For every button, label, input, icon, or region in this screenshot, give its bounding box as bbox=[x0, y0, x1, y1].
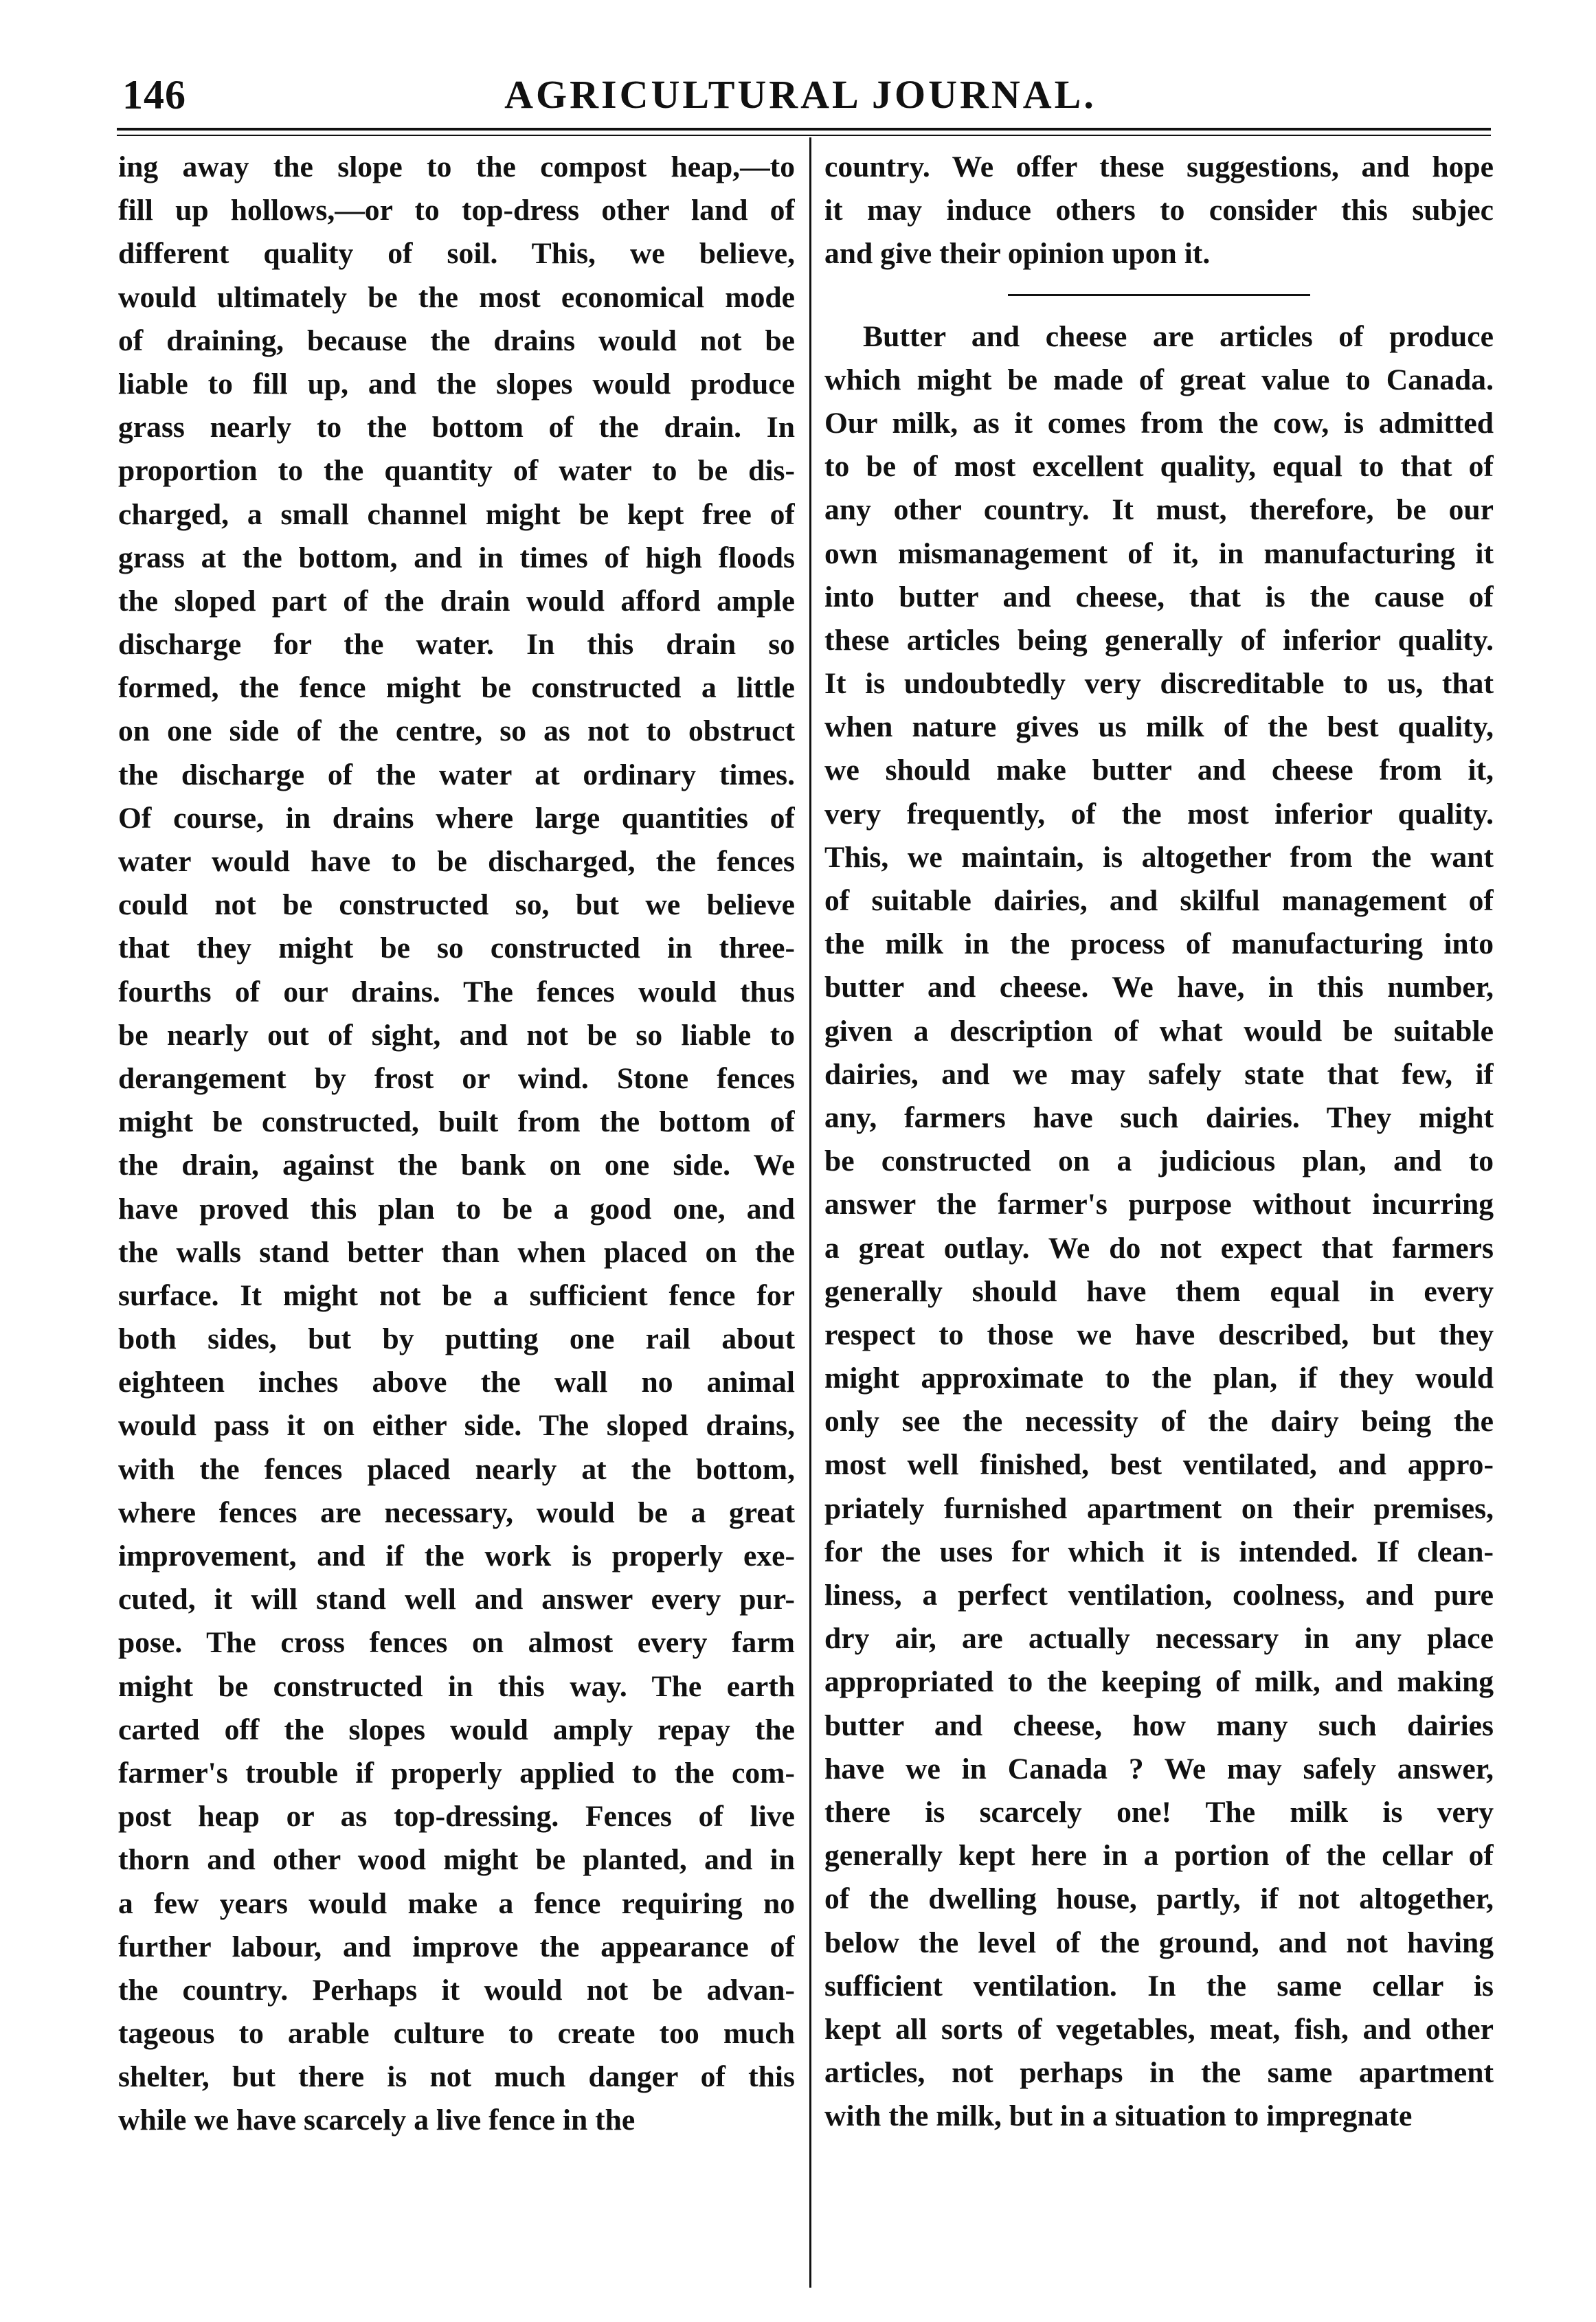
text-line: there is scarcely one! The milk is very bbox=[824, 1795, 1494, 1829]
text-line: liable to fill up, and the slopes would produce bbox=[118, 367, 795, 401]
text-line: given a description of what would be suitable bbox=[824, 1014, 1494, 1048]
right-column bbox=[824, 146, 1494, 2138]
text-line: further labour, and improve the appearance of bbox=[118, 1930, 795, 1963]
text-line: carted off the slopes would amply repay the bbox=[118, 1713, 795, 1746]
text-line: different quality of soil. This, we believe, bbox=[118, 237, 795, 271]
text-line: fourths of our drains. The fences would thus bbox=[118, 975, 795, 1008]
column-divider bbox=[809, 137, 811, 2288]
text-line: could not be constructed so, but we believe bbox=[118, 888, 795, 922]
text-line: the milk in the process of manufacturing into bbox=[824, 927, 1494, 961]
text-line: appropriated to the keeping of milk, and making bbox=[824, 1665, 1494, 1699]
text-line: generally kept here in a portion of the cellar of bbox=[824, 1839, 1494, 1873]
text-line: Butter and cheese are articles of produce bbox=[863, 319, 1494, 353]
text-line: with the milk, but in a situation to impregnate bbox=[824, 2099, 1413, 2133]
text-line: formed, the fence might be constructed a little bbox=[118, 671, 795, 705]
text-line: ing away the slope to the compost heap,—to bbox=[118, 150, 795, 183]
text-line: to be of most excellent quality, equal to that of bbox=[824, 450, 1494, 484]
text-line: the discharge of the water at ordinary times. bbox=[118, 758, 795, 791]
text-line: This, we maintain, is altogether from the want bbox=[824, 840, 1494, 874]
text-line: fill up hollows,—or to top-dress other land of bbox=[118, 194, 795, 227]
text-line: generally should have them equal in every bbox=[824, 1274, 1494, 1308]
text-line: when nature gives us milk of the best quality, bbox=[824, 710, 1494, 744]
text-line: butter and cheese. We have, in this number, bbox=[824, 971, 1494, 1004]
text-line: eighteen inches above the wall no animal bbox=[118, 1366, 795, 1399]
text-line: sufficient ventilation. In the same cellar is bbox=[824, 1969, 1494, 2003]
header-rule bbox=[117, 128, 1491, 131]
text-line: water would have to be discharged, the fences bbox=[118, 845, 795, 878]
text-line: with the fences placed nearly at the bottom, bbox=[118, 1452, 795, 1486]
text-line: butter and cheese, how many such dairies bbox=[824, 1709, 1494, 1742]
text-line: would ultimately be the most economical mode bbox=[118, 280, 795, 314]
text-line: It is undoubtedly very discreditable to us, that bbox=[824, 667, 1494, 701]
text-line: kept all sorts of vegetables, meat, fish, and other bbox=[824, 2012, 1494, 2046]
text-line: post heap or as top-dressing. Fences of live bbox=[118, 1800, 795, 1834]
text-line: have we in Canada ? We may safely answer, bbox=[824, 1752, 1494, 1785]
text-line: we should make butter and cheese from it, bbox=[824, 754, 1494, 787]
text-line: be nearly out of sight, and not be so liable to bbox=[118, 1018, 795, 1052]
text-line: farmer's trouble if properly applied to the com- bbox=[118, 1756, 795, 1790]
text-line: dry air, are actually necessary in any place bbox=[824, 1622, 1494, 1656]
text-line: Of course, in drains where large quantities of bbox=[118, 801, 795, 835]
text-line: might approximate to the plan, if they would bbox=[824, 1362, 1494, 1395]
text-line: and give their opinion upon it. bbox=[824, 237, 1211, 271]
text-line: on one side of the centre, so as not to obstruct bbox=[118, 714, 795, 748]
text-line: of draining, because the drains would not be bbox=[118, 324, 795, 357]
text-line: tageous to arable culture to create too much bbox=[118, 2017, 795, 2051]
text-line: the walls stand better than when placed on the bbox=[118, 1235, 795, 1269]
text-line: own mismanagement of it, in manufacturing it bbox=[824, 537, 1494, 570]
left-column bbox=[118, 146, 795, 2143]
text-line: might be constructed in this way. The earth bbox=[118, 1669, 795, 1703]
text-line: thorn and other wood might be planted, and in bbox=[118, 1843, 795, 1877]
text-line: would pass it on either side. The sloped drains, bbox=[118, 1409, 795, 1443]
text-line: priately furnished apartment on their premises, bbox=[824, 1491, 1494, 1525]
text-line: these articles being generally of inferior quality. bbox=[824, 623, 1494, 657]
text-line: shelter, but there is not much danger of this bbox=[118, 2060, 795, 2094]
text-line: pose. The cross fences on almost every farm bbox=[118, 1626, 795, 1660]
text-line: most well finished, best ventilated, and appro- bbox=[824, 1448, 1494, 1482]
text-line: cuted, it will stand well and answer every pur- bbox=[118, 1583, 795, 1616]
text-line: proportion to the quantity of water to be dis- bbox=[118, 454, 795, 488]
text-line: for the uses for which it is intended. If clean- bbox=[824, 1535, 1494, 1568]
text-line: into butter and cheese, that is the cause of bbox=[824, 580, 1494, 613]
text-line: which might be made of great value to Canada. bbox=[824, 363, 1494, 396]
text-line: both sides, but by putting one rail about bbox=[118, 1322, 795, 1356]
text-line: articles, not perhaps in the same apartment bbox=[824, 2056, 1494, 2090]
text-line: grass at the bottom, and in times of high floods bbox=[118, 541, 795, 574]
text-line: answer the farmer's purpose without incurring bbox=[824, 1188, 1494, 1221]
right-column-article-butter-and-cheese bbox=[824, 315, 1494, 2139]
text-line: a few years would make a fence requiring no bbox=[118, 1886, 795, 1920]
running-title: AGRICULTURAL JOURNAL. bbox=[504, 72, 1097, 117]
text-line: it may induce others to consider this subjec bbox=[824, 194, 1494, 227]
page-number: 146 bbox=[122, 72, 186, 117]
text-line: while we have scarcely a live fence in the bbox=[118, 2104, 636, 2137]
header-rule-thin bbox=[117, 135, 1491, 136]
text-line: only see the necessity of the dairy being the bbox=[824, 1405, 1494, 1439]
text-line: of suitable dairies, and skilful management of bbox=[824, 884, 1494, 917]
text-line: the sloped part of the drain would afford ample bbox=[118, 584, 795, 618]
text-line: respect to those we have described, but they bbox=[824, 1318, 1494, 1351]
text-line: the drain, against the bank on one side. We bbox=[118, 1149, 795, 1182]
text-line: the country. Perhaps it would not be advan- bbox=[118, 1973, 795, 2007]
text-line: grass nearly to the bottom of the drain. In bbox=[118, 411, 795, 444]
text-line: that they might be so constructed in three- bbox=[118, 932, 795, 965]
text-line: of the dwelling house, partly, if not altogether, bbox=[824, 1882, 1494, 1916]
text-line: charged, a small channel might be kept free of bbox=[118, 497, 795, 531]
text-line: dairies, and we may safely state that few, if bbox=[824, 1057, 1494, 1091]
text-line: surface. It might not be a sufficient fence for bbox=[118, 1278, 795, 1312]
text-line: very frequently, of the most inferior quality. bbox=[824, 797, 1494, 831]
right-column-continuation bbox=[824, 146, 1494, 276]
text-line: any, farmers have such dairies. They might bbox=[824, 1101, 1494, 1134]
text-line: might be constructed, built from the bottom of bbox=[118, 1105, 795, 1139]
text-line: improvement, and if the work is properly exe- bbox=[118, 1540, 795, 1573]
text-line: any other country. It must, therefore, be our bbox=[824, 493, 1494, 527]
text-line: Our milk, as it comes from the cow, is admitted bbox=[824, 406, 1494, 440]
text-line: liness, a perfect ventilation, coolness, and pure bbox=[824, 1579, 1494, 1612]
page-header bbox=[110, 66, 1491, 121]
text-line: discharge for the water. In this drain so bbox=[118, 628, 795, 662]
text-line: be constructed on a judicious plan, and to bbox=[824, 1145, 1494, 1178]
section-divider-rule bbox=[1008, 294, 1310, 296]
text-line: below the level of the ground, and not having bbox=[824, 1926, 1494, 1959]
text-line: a great outlay. We do not expect that farmers bbox=[824, 1231, 1494, 1265]
text-line: derangement by frost or wind. Stone fences bbox=[118, 1061, 795, 1095]
text-line: have proved this plan to be a good one, and bbox=[118, 1192, 795, 1226]
text-line: where fences are necessary, would be a great bbox=[118, 1496, 795, 1529]
text-line: country. We offer these suggestions, and hope bbox=[824, 150, 1494, 183]
